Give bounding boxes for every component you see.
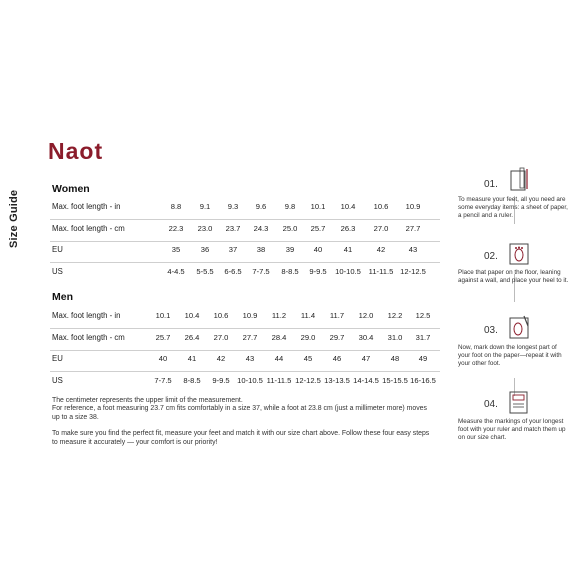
size-cell: 40 xyxy=(158,354,168,363)
step-description: To measure your feet, all you need are some everyday items: a sheet of paper, a pencil and a ruler. xyxy=(458,196,568,220)
size-cell: 27.7 xyxy=(242,332,258,342)
size-cell: 29.7 xyxy=(329,332,345,342)
size-cell: 23.0 xyxy=(197,223,213,233)
size-cell: 31.7 xyxy=(415,332,431,342)
size-cell: 46 xyxy=(332,354,342,363)
row-label: EU xyxy=(52,354,63,363)
step-number: 02. xyxy=(484,251,498,262)
foot-marking-icon xyxy=(504,313,534,343)
size-cell: 42 xyxy=(216,354,226,363)
size-row xyxy=(50,240,440,263)
step-description: Place that paper on the floor, leaning against a wall, and place your heel to it. xyxy=(458,269,569,285)
size-cell: 12.2 xyxy=(387,311,403,320)
size-guide-title: Size Guide xyxy=(8,189,20,248)
size-cell: 9.8 xyxy=(284,202,296,211)
size-cell: 29.0 xyxy=(300,332,316,342)
size-row xyxy=(50,262,440,284)
step-number: 03. xyxy=(484,325,498,336)
size-cell: 24.3 xyxy=(253,223,269,233)
size-cell: 10.4 xyxy=(340,202,356,211)
row-label: Max. foot length - cm xyxy=(52,223,125,233)
size-cell: 8-8.5 xyxy=(183,375,201,385)
size-cell: 8-8.5 xyxy=(281,266,299,276)
size-cell: 11-11.5 xyxy=(266,375,292,385)
size-cell: 11-11.5 xyxy=(368,266,394,276)
size-cell: 41 xyxy=(343,245,353,254)
size-cell: 23.7 xyxy=(225,223,241,233)
size-cell: 49 xyxy=(418,354,428,363)
size-cell: 10.9 xyxy=(405,202,421,211)
size-cell: 26.4 xyxy=(184,332,200,342)
size-cell: 10.9 xyxy=(242,311,258,320)
row-label: Max. foot length - cm xyxy=(52,332,125,342)
size-row xyxy=(50,349,440,372)
row-label: US xyxy=(52,375,63,385)
size-cell: 25.7 xyxy=(310,223,326,233)
size-cell: 45 xyxy=(303,354,313,363)
size-cell: 31.0 xyxy=(387,332,403,342)
size-cell: 9.1 xyxy=(199,202,211,211)
size-cell: 27.7 xyxy=(405,223,421,233)
size-cell: 48 xyxy=(390,354,400,363)
size-row xyxy=(50,306,440,329)
size-cell: 8.8 xyxy=(170,202,182,211)
size-cell: 12.0 xyxy=(358,311,374,320)
size-cell: 27.0 xyxy=(373,223,389,233)
size-cell: 38 xyxy=(256,245,266,254)
size-cell: 10-10.5 xyxy=(237,375,263,385)
size-cell: 37 xyxy=(228,245,238,254)
size-cell: 15-15.5 xyxy=(382,375,408,385)
size-cell: 11.4 xyxy=(300,311,316,320)
size-cell: 42 xyxy=(376,245,386,254)
size-cell: 30.4 xyxy=(358,332,374,342)
size-cell: 9-9.5 xyxy=(212,375,230,385)
size-cell: 16-16.5 xyxy=(410,375,436,385)
row-label: Max. foot length - in xyxy=(52,311,121,320)
size-cell: 4-4.5 xyxy=(167,266,185,276)
size-cell: 25.0 xyxy=(282,223,298,233)
size-cell: 25.7 xyxy=(155,332,171,342)
size-cell: 5-5.5 xyxy=(196,266,214,276)
size-row xyxy=(50,371,440,393)
size-cell: 35 xyxy=(171,245,181,254)
ruler-measure-icon xyxy=(504,387,534,417)
size-cell: 28.4 xyxy=(271,332,287,342)
row-label: US xyxy=(52,266,63,276)
size-notes xyxy=(52,397,432,447)
row-label: Max. foot length - in xyxy=(52,202,121,211)
paper-pencil-ruler-icon xyxy=(504,165,534,195)
size-cell: 7-7.5 xyxy=(154,375,172,385)
step-description: Now, mark down the longest part of your foot on the paper—repeat it with your other foot. xyxy=(458,344,562,368)
size-cell: 43 xyxy=(245,354,255,363)
size-cell: 7-7.5 xyxy=(252,266,270,276)
size-cell: 10.1 xyxy=(155,311,171,320)
size-cell: 11.7 xyxy=(329,311,345,320)
size-row xyxy=(50,197,440,220)
step-description: Measure the markings of your longest foot with your ruler and match them up on our size chart. xyxy=(458,418,566,442)
size-cell: 40 xyxy=(313,245,323,254)
note-instructions: To make sure you find the perfect fit, measure your feet and match it with our size chart above. Follow these four easy steps to measure it accurately — your comfort is our priority! xyxy=(52,430,430,446)
size-cell: 43 xyxy=(408,245,418,254)
row-label: EU xyxy=(52,245,63,254)
size-row xyxy=(50,328,440,351)
step-number: 04. xyxy=(484,399,498,410)
note-reference: For reference, a foot measuring 23.7 cm fits comfortably in a size 37, while a foot at 23.8 cm (just a millimeter more) moves up to a size 38. xyxy=(52,405,427,421)
size-cell: 10-10.5 xyxy=(335,266,361,276)
size-cell: 10.4 xyxy=(184,311,200,320)
size-cell: 9.6 xyxy=(255,202,267,211)
size-cell: 39 xyxy=(285,245,295,254)
size-cell: 14-14.5 xyxy=(353,375,379,385)
size-row xyxy=(50,219,440,242)
size-cell: 13-13.5 xyxy=(324,375,350,385)
size-cell: 36 xyxy=(200,245,210,254)
size-cell: 12-12.5 xyxy=(400,266,426,276)
size-cell: 26.3 xyxy=(340,223,356,233)
size-cell: 12.5 xyxy=(415,311,431,320)
note-upper-limit: The centimeter represents the upper limit of the measurement. xyxy=(52,397,243,404)
size-cell: 27.0 xyxy=(213,332,229,342)
men-section-title: Men xyxy=(52,291,73,303)
size-cell: 10.6 xyxy=(373,202,389,211)
size-cell: 41 xyxy=(187,354,197,363)
size-cell: 11.2 xyxy=(271,311,287,320)
size-cell: 10.1 xyxy=(310,202,326,211)
size-cell: 12-12.5 xyxy=(295,375,321,385)
women-section-title: Women xyxy=(52,183,90,195)
size-cell: 47 xyxy=(361,354,371,363)
size-cell: 10.6 xyxy=(213,311,229,320)
foot-on-paper-icon xyxy=(504,239,534,269)
brand-logo: Naot xyxy=(48,138,104,164)
size-cell: 9-9.5 xyxy=(309,266,327,276)
size-cell: 9.3 xyxy=(227,202,239,211)
size-cell: 6-6.5 xyxy=(224,266,242,276)
size-cell: 44 xyxy=(274,354,284,363)
step-number: 01. xyxy=(484,179,498,190)
size-cell: 22.3 xyxy=(168,223,184,233)
